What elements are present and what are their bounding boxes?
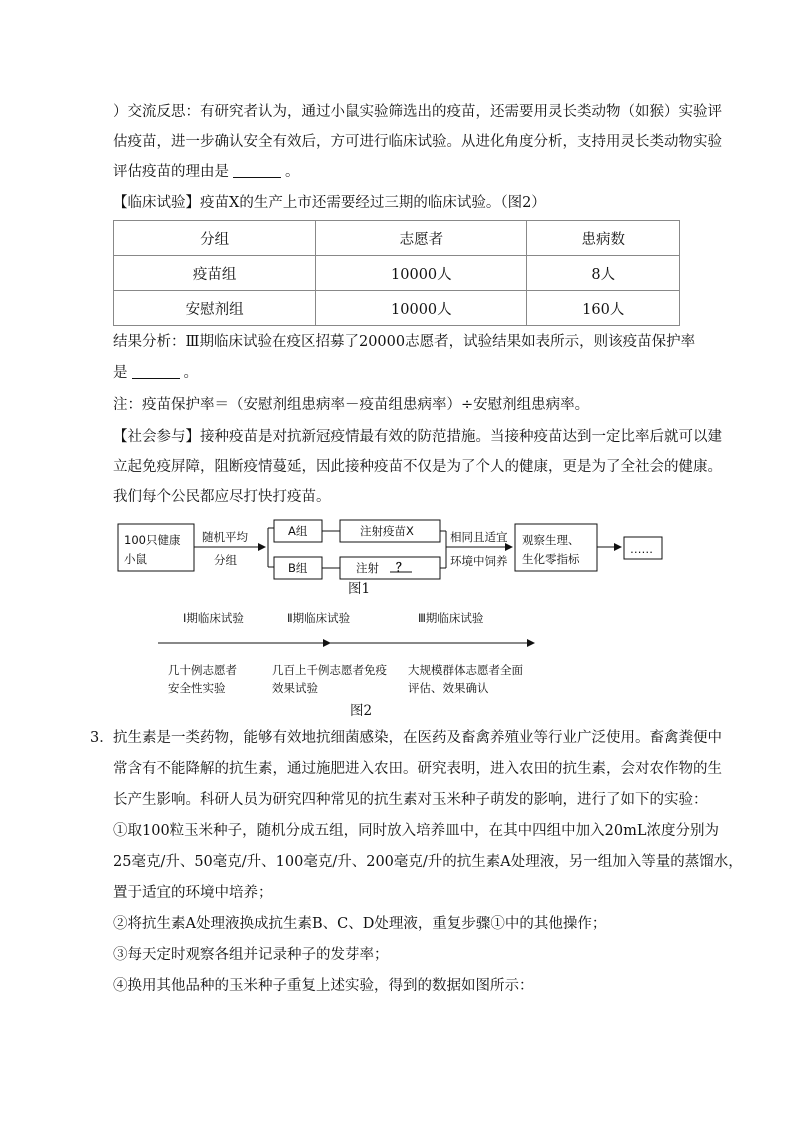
analysis-line-2-text: 是 <box>113 365 128 381</box>
intro-line-1: ）交流反思：有研究者认为，通过小鼠实验筛选出的疫苗，还需要用灵长类动物（如猴）实验评 <box>113 104 722 120</box>
figure-1-caption: 图1 <box>348 581 371 597</box>
table-row <box>114 291 680 326</box>
table-cell: 疫苗组 <box>114 256 316 291</box>
q3-step-1a: ①取100粒玉米种子，随机分成五组，同时放入培养皿中，在其中四组中加入20mL浓度分别为 <box>113 823 720 839</box>
answer-blank-1[interactable] <box>233 163 281 178</box>
intro-line-3 <box>113 162 300 182</box>
table-header: 分组 <box>114 221 316 256</box>
q3-step-3: ③每天定时观察各组并记录种子的发芽率； <box>113 947 389 963</box>
condition-label-1: 相同且适宜 <box>450 530 508 544</box>
analysis-line-2 <box>113 363 198 383</box>
q3-line-2: 常含有不能降解的抗生素，通过施肥进入农田。研究表明，进入农田的抗生素，会对农作物的生 <box>113 761 722 777</box>
answer-blank-2[interactable] <box>132 364 180 379</box>
phase-3-label: Ⅲ期临床试验 <box>418 611 484 625</box>
group-b-label: B组 <box>288 561 308 575</box>
table-cell: 160人 <box>527 291 680 326</box>
table-row <box>114 256 680 291</box>
phase-3-desc-2: 评估、效果确认 <box>408 681 489 695</box>
results-table <box>113 220 680 326</box>
inject-q-box <box>340 557 440 579</box>
q3-line-3: 长产生影响。科研人员为研究四种常见的抗生素对玉米种子萌发的影响，进行了如下的实验： <box>113 792 708 808</box>
q3-step-4: ④换用其他品种的玉米种子重复上述实验，得到的数据如图所示： <box>113 978 534 994</box>
random-label-2: 分组 <box>214 553 237 567</box>
table-header: 志愿者 <box>316 221 527 256</box>
table-cell: 8人 <box>527 256 680 291</box>
group-a-label: A组 <box>288 524 308 538</box>
social-line-1: 【社会参与】接种疫苗是对抗新冠疫情最有效的防范措施。当接种疫苗达到一定比率后就可以建 <box>113 429 722 445</box>
phase-3-desc-1: 大规模群体志愿者全面 <box>408 663 523 677</box>
phase-2-desc-1: 几百上千例志愿者免疫 <box>272 663 387 677</box>
figure-1-diagram <box>0 515 794 600</box>
table-header-row <box>114 221 680 256</box>
figure-2-caption: 图2 <box>350 703 373 719</box>
social-line-2: 立起免疫屏障，阻断疫情蔓延，因此接种疫苗不仅是为了个人的健康，更是为了全社会的健康。 <box>113 459 722 475</box>
table-cell: 10000人 <box>316 291 527 326</box>
intro-line-2: 估疫苗，进一步确认安全有效后，方可进行临床试验。从进化角度分析，支持用灵长类动物实验 <box>113 134 722 150</box>
social-line-3: 我们每个公民都应尽打快打疫苗。 <box>113 489 331 505</box>
table-header: 患病数 <box>527 221 680 256</box>
observe-label-1: 观察生理、 <box>522 533 580 547</box>
q3-step-1c: 置于适宜的环境中培养； <box>113 885 273 901</box>
formula-note: 注：疫苗保护率＝（安慰剂组患病率－疫苗组患病率）÷安慰剂组患病率。 <box>113 397 590 413</box>
phase-2-label: Ⅱ期临床试验 <box>287 611 351 625</box>
q3-line-1: 抗生素是一类药物，能够有效地抗细菌感染，在医药及畜禽养殖业等行业广泛使用。畜禽粪便中 <box>113 730 722 746</box>
observe-label-2: 生化零指标 <box>522 552 580 566</box>
mice-label-2: 小鼠 <box>124 552 147 566</box>
mice-label-1: 100只健康 <box>124 533 181 547</box>
phase-1-desc-1: 几十例志愿者 <box>168 663 237 677</box>
table-cell: 10000人 <box>316 256 527 291</box>
analysis-line-1: 结果分析：Ⅲ期临床试验在疫区招募了20000志愿者，试验结果如表所示，则该疫苗保护率 <box>113 334 696 350</box>
figure-2-timeline <box>0 605 794 700</box>
inject-label: 注射 <box>356 561 379 575</box>
table-cell: 安慰剂组 <box>114 291 316 326</box>
condition-label-2: 环境中饲养 <box>450 554 508 568</box>
phase-1-label: Ⅰ期临床试验 <box>183 611 244 625</box>
analysis-line-2-end: 。 <box>183 365 198 381</box>
phase-2-desc-2: 效果试验 <box>272 681 318 695</box>
inject-x-label: 注射疫苗X <box>360 524 414 538</box>
question-3-number: 3． <box>90 730 114 746</box>
intro-line-3-text: 评估疫苗的理由是 <box>113 164 229 180</box>
phase-1-desc-2: 安全性实验 <box>168 681 226 695</box>
q3-step-2: ②将抗生素A处理液换成抗生素B、C、D处理液，重复步骤①中的其他操作； <box>113 916 607 932</box>
intro-line-3-end: 。 <box>285 164 300 180</box>
dots-label: …… <box>630 542 653 556</box>
clinical-heading: 【临床试验】疫苗X的生产上市还需要经过三期的临床试验。（图2） <box>113 195 546 211</box>
question-mark: ？ <box>396 560 408 574</box>
random-label-1: 随机平均 <box>202 530 248 544</box>
q3-step-1b: 25毫克/升、50毫克/升、100毫克/升、200毫克/升的抗生素A处理液，另一组加入等量的蒸馏水， <box>113 854 743 870</box>
